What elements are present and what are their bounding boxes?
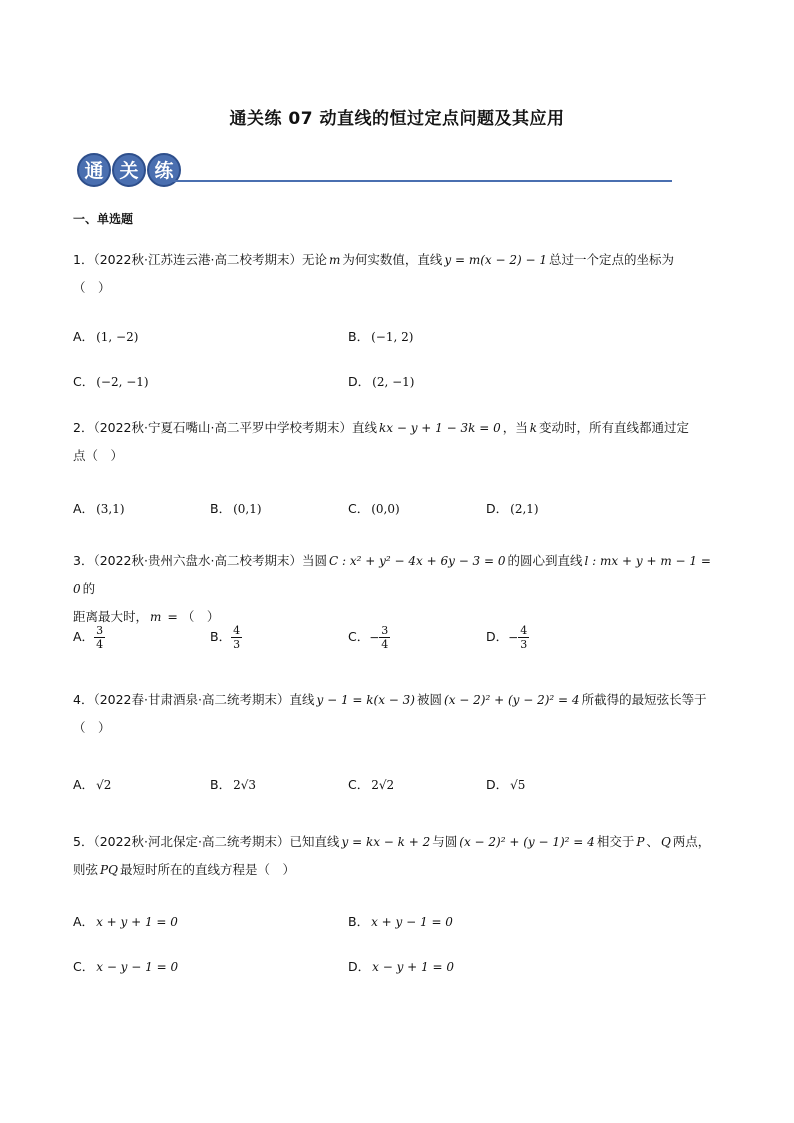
math-var: Q: [660, 835, 671, 849]
option-value: x + y + 1 = 0: [96, 915, 178, 929]
option-a[interactable]: [73, 911, 180, 933]
banner-logo: [78, 154, 180, 186]
fraction-denominator: 3: [520, 638, 528, 651]
option-label: B．: [348, 329, 370, 344]
option-d[interactable]: [486, 774, 527, 796]
option-value: (−1, 2): [371, 330, 414, 344]
option-c[interactable]: [73, 371, 151, 393]
option-b[interactable]: [210, 498, 264, 520]
banner-char-1: 通: [84, 160, 104, 182]
option-label: C．: [73, 374, 95, 389]
option-d[interactable]: [486, 624, 529, 651]
option-value: (0,0): [371, 502, 400, 516]
math-formula: y = kx − k + 2: [341, 835, 431, 849]
option-fraction: [94, 624, 105, 651]
option-value: (−2, −1): [96, 375, 149, 389]
option-value: x + y − 1 = 0: [371, 915, 453, 929]
option-label: D．: [486, 629, 509, 644]
option-value: 2√2: [371, 778, 395, 792]
question-3: [73, 547, 723, 631]
option-fraction: [379, 624, 390, 651]
question-source: （2022秋·贵州六盘水·高二校考期末）: [93, 553, 302, 568]
option-c[interactable]: [348, 498, 402, 520]
math-var: P: [636, 835, 645, 849]
fraction-denominator: 4: [96, 638, 104, 651]
math-var: m: [150, 610, 162, 624]
question-text: 直线: [289, 692, 315, 707]
question-source: （2022秋·江苏连云港·高二校考期末）: [93, 252, 302, 267]
option-label: C．: [73, 959, 95, 974]
question-source: （2022秋·宁夏石嘴山·高二平罗中学校考期末）: [93, 420, 352, 435]
option-label: D．: [348, 959, 371, 974]
option-label: A．: [73, 914, 95, 929]
option-label: C．: [348, 501, 370, 516]
option-c[interactable]: [348, 774, 396, 796]
question-text: 无论: [301, 252, 327, 267]
option-a[interactable]: [73, 774, 113, 796]
question-5: [73, 828, 723, 884]
option-label: B．: [210, 629, 232, 644]
option-c[interactable]: [348, 624, 390, 651]
question-text: 为何实数值，直线: [342, 252, 443, 267]
option-value: (1, −2): [96, 330, 139, 344]
option-value: (3,1): [96, 502, 125, 516]
option-value: (2, −1): [372, 375, 415, 389]
fraction-denominator: 3: [233, 638, 241, 651]
question-number: 5．: [73, 834, 94, 849]
option-a[interactable]: [73, 624, 105, 651]
banner-char-2: 关: [119, 160, 139, 182]
option-b[interactable]: [210, 624, 242, 651]
fraction-denominator: 4: [381, 638, 389, 651]
question-text: 两点，: [672, 834, 711, 849]
option-label: B．: [210, 501, 232, 516]
math-var: PQ: [100, 863, 118, 877]
question-text: 、: [646, 834, 659, 849]
option-label: A．: [73, 501, 95, 516]
fraction-numerator: 3: [381, 624, 389, 637]
option-value: √2: [96, 778, 112, 792]
banner-char-3: 练: [154, 160, 174, 182]
question-text: 与圆: [432, 834, 458, 849]
question-number: 4．: [73, 692, 94, 707]
option-b[interactable]: [348, 911, 455, 933]
option-fraction: [518, 624, 529, 651]
math-formula: l : mx + y + m − 1 = 0: [73, 554, 711, 596]
option-label: D．: [348, 374, 371, 389]
question-text: 最短时所在的直线方程是（ ）: [119, 862, 295, 877]
option-label: B．: [348, 914, 370, 929]
option-sign: −: [369, 630, 380, 645]
fraction-numerator: 4: [233, 624, 241, 637]
question-text: 被圆: [417, 692, 443, 707]
question-text: 的圆心到直线: [507, 553, 583, 568]
math-formula: (x − 2)² + (y − 2)² = 4: [444, 693, 580, 707]
question-text: 已知直线: [289, 834, 340, 849]
question-text: 当圆: [301, 553, 327, 568]
option-value: x − y − 1 = 0: [96, 960, 179, 974]
option-value: (2,1): [510, 502, 539, 516]
option-label: D．: [486, 501, 509, 516]
option-label: A．: [73, 329, 95, 344]
fraction-numerator: 3: [96, 624, 104, 637]
option-a[interactable]: [73, 498, 127, 520]
question-text: 相交于: [596, 834, 635, 849]
question-source: （2022春·甘肃酒泉·高二统考期末）: [93, 692, 290, 707]
math-var: m: [328, 253, 341, 267]
question-text: 总过一个定点的坐标为: [549, 252, 675, 267]
option-a[interactable]: [73, 326, 140, 348]
math-var: k: [529, 421, 538, 435]
option-sign: −: [508, 630, 519, 645]
option-value: x − y + 1 = 0: [372, 960, 455, 974]
question-text: 则弦: [73, 862, 99, 877]
question-source: （2022秋·河北保定·高二统考期末）: [93, 834, 290, 849]
option-label: A．: [73, 629, 95, 644]
option-fraction: [231, 624, 242, 651]
option-label: D．: [486, 777, 509, 792]
option-b[interactable]: [348, 326, 415, 348]
question-number: 3．: [73, 553, 94, 568]
question-1: [73, 246, 723, 302]
question-text: ，当: [502, 420, 528, 435]
option-label: C．: [348, 629, 370, 644]
option-label: B．: [210, 777, 232, 792]
question-text: 距离最大时，: [73, 609, 149, 624]
option-d[interactable]: [486, 498, 541, 520]
question-number: 2．: [73, 420, 94, 435]
question-text: 变动时，所有直线都通过定: [539, 420, 690, 435]
option-label: A．: [73, 777, 95, 792]
math-formula: (x − 2)² + (y − 1)² = 4: [459, 835, 595, 849]
section-banner: [72, 150, 672, 192]
question-2: [73, 414, 723, 470]
math-formula: y − 1 = k(x − 3): [316, 693, 415, 707]
math-formula: y = m(x − 2) − 1: [444, 253, 547, 267]
option-d[interactable]: [348, 371, 416, 393]
question-text: 直线: [351, 420, 377, 435]
option-c[interactable]: [73, 956, 180, 978]
option-value: √5: [510, 778, 526, 792]
answer-blank: （ ）: [73, 720, 111, 735]
question-text: = （ ）: [163, 609, 220, 624]
option-d[interactable]: [348, 956, 456, 978]
fraction-numerator: 4: [520, 624, 528, 637]
page-title: 通关练 07 动直线的恒过定点问题及其应用: [229, 109, 565, 129]
question-text: 所截得的最短弦长等于: [581, 692, 707, 707]
option-value: (0,1): [233, 502, 262, 516]
question-text: 点（ ）: [73, 448, 124, 463]
question-4: [73, 686, 723, 742]
option-value: 2√3: [233, 778, 256, 792]
answer-blank: （ ）: [73, 280, 111, 295]
option-label: C．: [348, 777, 370, 792]
math-formula: C : x² + y² − 4x + 6y − 3 = 0: [328, 554, 506, 568]
math-formula: kx − y + 1 − 3k = 0: [378, 421, 501, 435]
section-heading: 一、单选题: [73, 212, 134, 226]
question-number: 1．: [73, 252, 94, 267]
option-b[interactable]: [210, 774, 258, 796]
question-text: 的: [82, 581, 96, 596]
